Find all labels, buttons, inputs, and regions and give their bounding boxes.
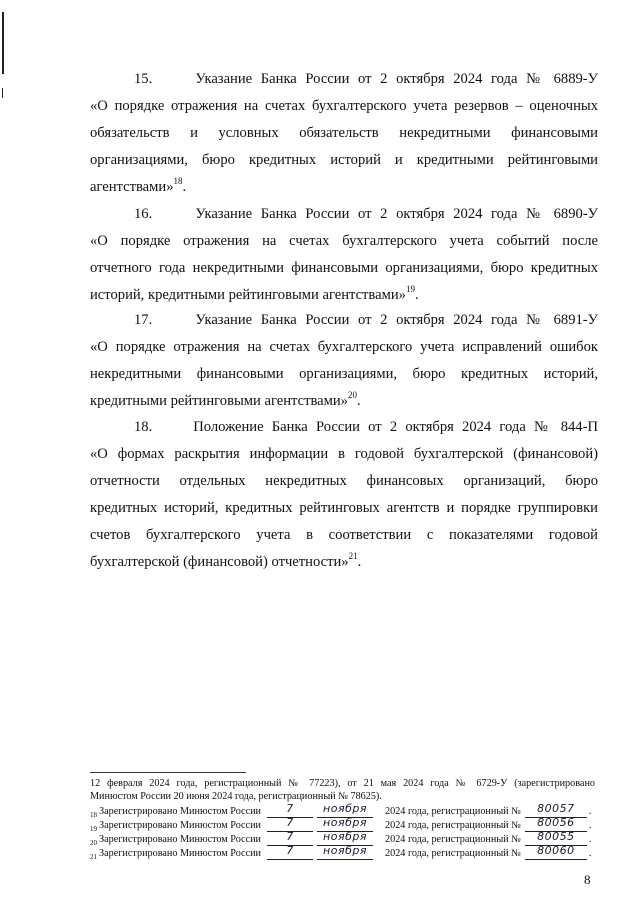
item-line: «О порядке отражения на счетах бухгалтерского учета резервов – оценочных — [90, 98, 598, 114]
page-number: 8 — [584, 872, 591, 887]
item-number: 16. — [134, 206, 153, 222]
handwritten-day: 7 — [286, 830, 294, 843]
footnote-mid: 2024 года, регистрационный № — [385, 848, 521, 859]
footnote-mid: 2024 года, регистрационный № — [385, 806, 521, 817]
item-line: 17. Указание Банка России от 2 октября 2024 года № 6891-У — [134, 312, 598, 328]
item-line: обязательств и условных обязательств некредитными финансовыми — [90, 125, 598, 141]
handwritten-reg-number: 80055 — [537, 830, 575, 843]
reg-number-blank — [525, 846, 587, 860]
item-line: 16. Указание Банка России от 2 октября 2024 года № 6890-У — [134, 206, 598, 222]
handwritten-month: ноября — [323, 816, 367, 829]
handwritten-day: 7 — [286, 844, 294, 857]
item-line: организациями, бюро кредитных историй и кредитными рейтинговыми — [90, 152, 598, 168]
scan-edge-mark — [2, 88, 3, 98]
item-line: агентствами»$^{18}$. — [90, 176, 187, 195]
date-day-blank — [267, 846, 313, 860]
footnote-mid: 2024 года, регистрационный № — [385, 820, 521, 831]
footnotes-block — [90, 777, 595, 860]
scan-edge-mark — [2, 12, 4, 74]
footnote: $^{21}$ Зарегистрировано Минюстом России 7 ноября 2024 года, регистрационный № 80060 . — [90, 844, 592, 861]
item-line: счетов бухгалтерского учета в соответствии с показателями годовой — [90, 527, 598, 543]
item-line: «О формах раскрытия информации в годовой бухгалтерской (финансовой) — [90, 446, 598, 462]
item-line: «О порядке отражения на счетах бухгалтерского учета событий после — [90, 233, 598, 249]
footnote: $^{19}$ Зарегистрировано Минюстом России 7 ноября 2024 года, регистрационный № 80056 . — [90, 816, 592, 833]
handwritten-reg-number: 80057 — [537, 802, 575, 815]
item-line: 18. Положение Банка России от 2 октября 2024 года № 844-П — [134, 419, 598, 435]
item-line: отчетного года некредитными финансовыми организациями, бюро кредитных — [90, 260, 598, 276]
handwritten-month: ноября — [323, 830, 367, 843]
footnote-text: 12 февраля 2024 года, регистрационный № 77223), от 21 мая 2024 года № 6729-У (зарегистрировано — [90, 778, 595, 789]
handwritten-month: ноября — [323, 844, 367, 857]
footnote-ref: 18 — [173, 176, 183, 187]
handwritten-month: ноября — [323, 802, 367, 815]
item-line: некредитными финансовыми организациями, бюро кредитных историй, — [90, 366, 598, 382]
list-item — [90, 414, 598, 576]
list-item — [90, 307, 598, 415]
item-line: 15. Указание Банка России от 2 октября 2024 года № 6889-У — [134, 71, 598, 87]
footnote-prefix: Зарегистрировано Минюстом России — [99, 806, 262, 817]
handwritten-reg-number: 80060 — [537, 844, 575, 857]
footnote-text: Минюстом России 20 июня 2024 года, регистрационный № 78625). — [90, 791, 382, 802]
item-number: 17. — [134, 312, 153, 328]
item-line: историй, кредитными рейтинговыми агентствами»$^{19}$. — [90, 284, 419, 303]
item-line: кредитных историй, кредитных рейтинговых агентств и порядке группировки — [90, 500, 598, 516]
footnote-ref: 19 — [405, 284, 415, 295]
footnote-mid: 2024 года, регистрационный № — [385, 834, 521, 845]
item-line: отчетности отдельных некредитных финансовых организаций, бюро — [90, 473, 598, 489]
date-month-blank — [317, 846, 373, 860]
handwritten-day: 7 — [286, 802, 294, 815]
handwritten-reg-number: 80056 — [537, 816, 575, 829]
footnote-ref: 20 — [347, 390, 357, 401]
list-item — [90, 66, 598, 201]
footnote-ref: 21 — [348, 551, 358, 562]
handwritten-day: 7 — [286, 816, 294, 829]
item-number: 15. — [134, 71, 153, 87]
item-number: 18. — [134, 419, 153, 435]
footnote-separator — [90, 772, 246, 773]
item-line: бухгалтерской (финансовой) отчетности»$^{21}$. — [90, 551, 362, 570]
footnote: $^{20}$ Зарегистрировано Минюстом России 7 ноября 2024 года, регистрационный № 80055 . — [90, 830, 592, 847]
footnote-prefix: Зарегистрировано Минюстом России — [99, 834, 262, 845]
footnote-continuation — [90, 777, 595, 803]
item-line: кредитными рейтинговыми агентствами»$^{20}$. — [90, 390, 361, 409]
footnote: $^{18}$ Зарегистрировано Минюстом России 7 ноября 2024 года, регистрационный № 80057 . — [90, 802, 592, 819]
footnote-prefix: Зарегистрировано Минюстом России — [99, 848, 262, 859]
item-line: «О порядке отражения на счетах бухгалтерского учета исправлений ошибок — [90, 339, 598, 355]
list-item — [90, 201, 598, 309]
footnote-prefix: Зарегистрировано Минюстом России — [99, 820, 262, 831]
